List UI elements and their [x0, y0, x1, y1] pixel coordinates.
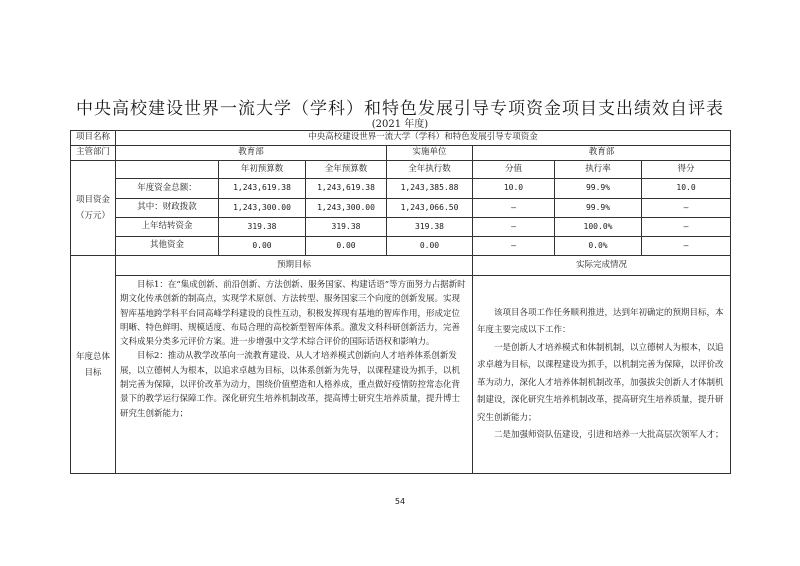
funds-cell: — — [642, 199, 731, 218]
funds-cell: 319.38 — [387, 218, 473, 237]
funds-row-name: 其他资金 — [116, 237, 219, 256]
funds-row — [71, 218, 731, 237]
expected-goals-header: 预期目标 — [116, 256, 473, 276]
funds-cell: 1,243,066.50 — [387, 199, 473, 218]
project-name-row — [71, 131, 731, 146]
funds-cell: 319.38 — [306, 218, 387, 237]
funds-cell: — — [642, 237, 731, 256]
actual-paragraph: 一是创新人才培养模式和体制机制，以立德树人为根本，以追求卓越为目标，以课程建设为抓手，以机制完善为保障，以评价改革为动力，深化人才培养体制机制改革，加强拔尖创新人才体制机制建设，深化研究生培养机制改革，提高研究生培养质量，提升研究生创新能力； — [477, 342, 724, 423]
funds-cell: 0.00 — [219, 237, 306, 256]
funds-header-cell: 执行率 — [555, 161, 642, 179]
dept-value: 教育部 — [116, 146, 387, 161]
funds-cell: 0.00 — [306, 237, 387, 256]
goals-label: 年度总体目标 — [71, 256, 116, 474]
actual-paragraph: 该项目各项工作任务顺利推进，达到年初确定的预期目标，本年度主要完成以下工作： — [477, 307, 724, 335]
funds-label: 项目资金（万元） — [71, 161, 116, 256]
funds-cell: 100.0% — [555, 218, 642, 237]
expected-goal-paragraph: 目标2：推动从教学改革向一流教育建设、从人才培养模式创新向人才培养体系创新发展，以立德树人为根本，以追求卓越为目标，以体系创新为先导，以课程建设为抓手，以机制完善为保障，以评价改革为动力，围绕价值塑造和人格养成，重点做好疫情防控常态化背景下的教学运行保障工作。深化研究生培养机制改革，提高博士研究生培养质量，提升博士研究生创新能力； — [120, 351, 461, 419]
page-title: 中央高校建设世界一流大学（学科）和特色发展引导专项资金项目支出绩效自评表 — [76, 99, 724, 119]
funds-row-name: 上年结转资金 — [116, 218, 219, 237]
actual-completion-header: 实际完成情况 — [473, 256, 731, 276]
funds-cell: 319.38 — [219, 218, 306, 237]
funds-row — [71, 237, 731, 256]
funds-cell: 99.9% — [555, 199, 642, 218]
dept-row — [71, 146, 731, 161]
funds-header-cell: 全年预算数 — [306, 161, 387, 179]
funds-cell: 0.0% — [555, 237, 642, 256]
funds-cell: 10.0 — [642, 179, 731, 199]
funds-cell: — — [473, 218, 555, 237]
funds-cell: 1,243,385.88 — [387, 179, 473, 199]
funds-cell: 1,243,619.38 — [219, 179, 306, 199]
goals-content-row — [71, 276, 731, 474]
funds-cell: 10.0 — [473, 179, 555, 199]
funds-cell: — — [473, 199, 555, 218]
actual-completion-text — [473, 276, 731, 474]
exec-unit-label: 实施单位 — [387, 146, 473, 161]
funds-header-cell: 全年执行数 — [387, 161, 473, 179]
goals-header-row — [71, 256, 731, 276]
report-year: (2021 年度) — [371, 119, 429, 130]
funds-row — [71, 179, 731, 199]
funds-cell: 1,243,300.00 — [219, 199, 306, 218]
expected-goal-paragraph: 目标1：在“集成创新、前沿创新、方法创新、服务国家、构建话语”等方面努力占据新时期文化传承创新的制高点，实现学术原创、方法转型、服务国家三个向度的创新发展。实现智库基地跨学科平台同高峰学科建设的良性互动，积极发挥现有基地的智库作用，形成定位明晰、特色鲜明、规模适度、布局合理的高校新型智库体系。激发文科科研创新活力，完善文科成果分类多元评价方案。进一步增强中文学术综合评价的国际话语权和影响力。 — [120, 280, 466, 348]
project-name-value: 中央高校建设世界一流大学（学科）和特色发展引导专项资金 — [116, 131, 731, 146]
actual-paragraph: 二是加强师资队伍建设，引进和培养一大批高层次领军人才； — [494, 430, 724, 440]
funds-header-cell: 分值 — [473, 161, 555, 179]
funds-cell: 0.00 — [387, 237, 473, 256]
funds-cell: — — [473, 237, 555, 256]
funds-cell: — — [642, 218, 731, 237]
funds-header-row — [71, 161, 731, 179]
expected-goals-text — [116, 276, 473, 474]
funds-header-blank — [116, 161, 219, 179]
funds-row — [71, 199, 731, 218]
performance-table — [70, 130, 731, 474]
funds-cell: 1,243,300.00 — [306, 199, 387, 218]
funds-header-cell: 年初预算数 — [219, 161, 306, 179]
exec-unit-value: 教育部 — [473, 146, 731, 161]
funds-header-cell: 得分 — [642, 161, 731, 179]
funds-cell: 99.9% — [555, 179, 642, 199]
project-name-label: 项目名称 — [71, 131, 116, 146]
funds-row-name: 年度资金总额： — [116, 179, 219, 199]
dept-label: 主管部门 — [71, 146, 116, 161]
page-number: 54 — [394, 497, 406, 506]
funds-row-name: 其中：财政拨款 — [116, 199, 219, 218]
funds-cell: 1,243,619.38 — [306, 179, 387, 199]
